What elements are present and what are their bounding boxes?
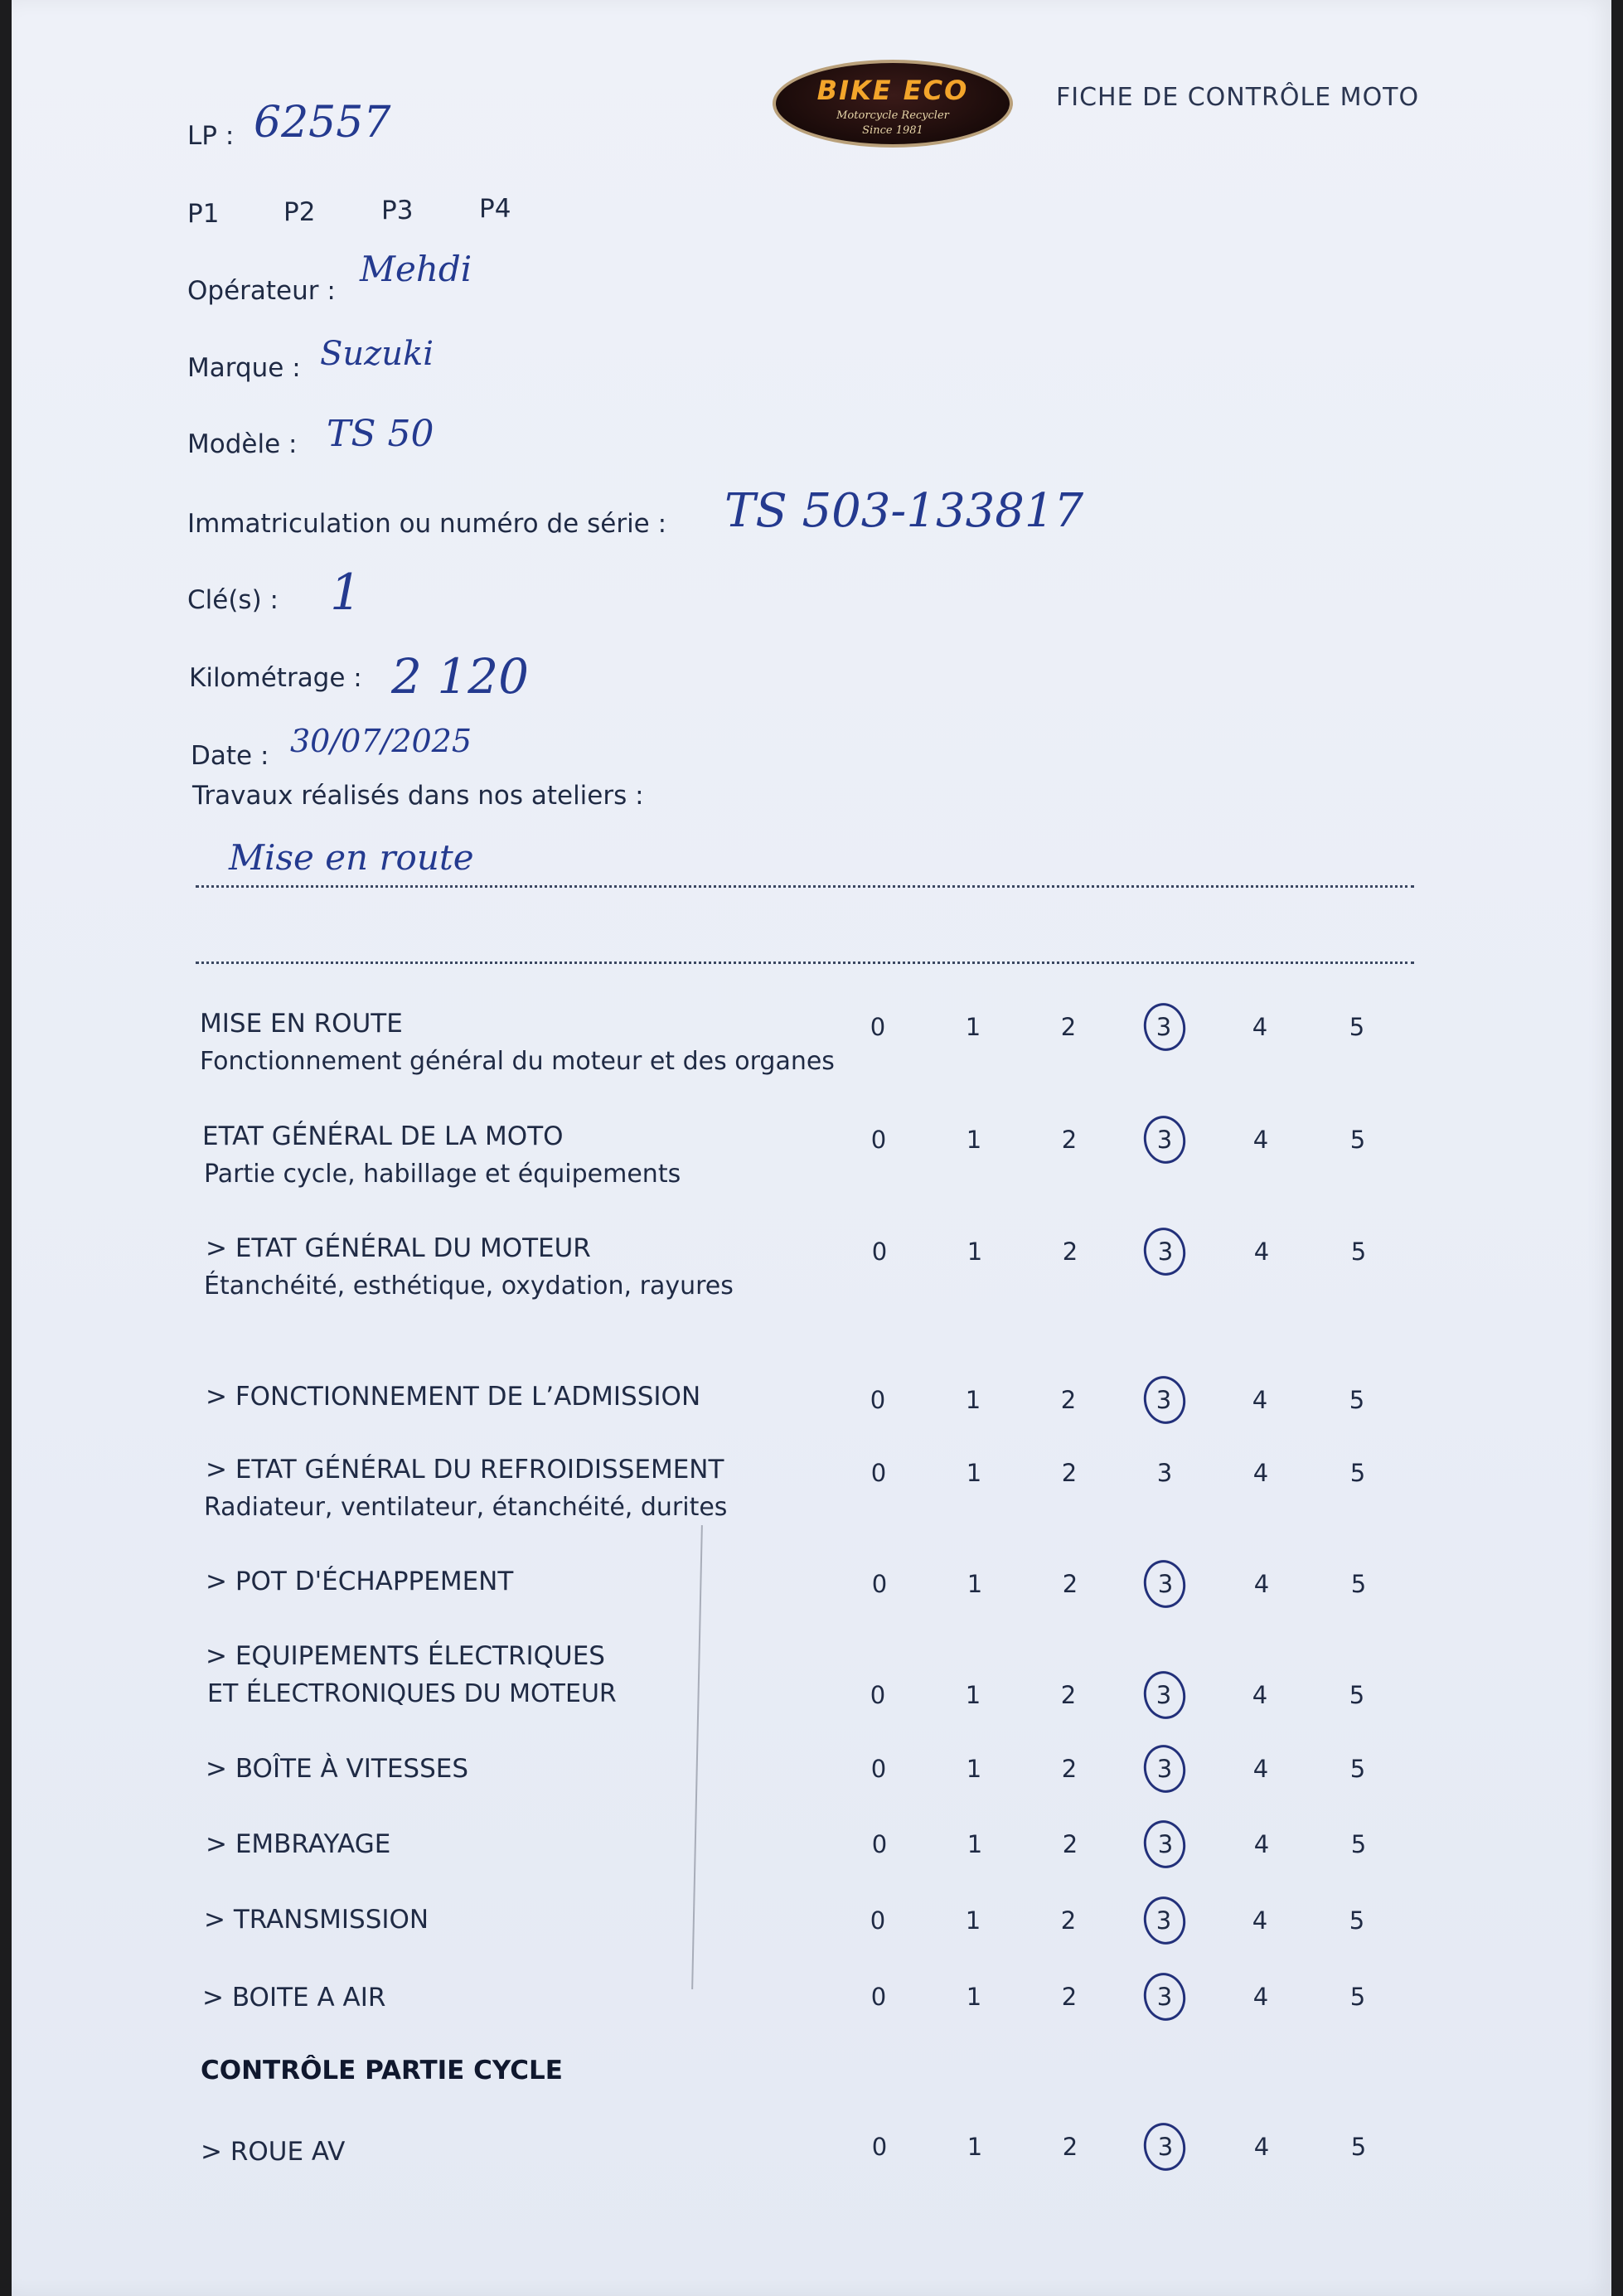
rating-option[interactable]: 4 [1253, 1238, 1270, 1266]
rating-circle-mark [1140, 1892, 1190, 1948]
position-p2[interactable]: P2 [283, 197, 316, 227]
position-p4[interactable]: P4 [479, 194, 511, 224]
rating-option[interactable]: 0 [870, 1459, 887, 1487]
rating-option[interactable]: 4 [1252, 1459, 1269, 1487]
rating-circle-mark [1140, 1969, 1190, 2024]
rating-option[interactable]: 2 [1062, 1238, 1078, 1266]
mileage-value[interactable]: 2 120 [391, 648, 530, 705]
check-title: > EQUIPEMENTS ÉLECTRIQUES [206, 1641, 605, 1671]
check-title: > FONCTIONNEMENT DE L’ADMISSION [206, 1382, 701, 1412]
rating-option[interactable]: 0 [870, 1681, 886, 1709]
rating-option[interactable]: 5 [1349, 1681, 1365, 1709]
rating-circle-mark [1140, 1667, 1190, 1722]
rating-option[interactable]: 3 [1155, 1013, 1172, 1041]
rating-option[interactable]: 3 [1156, 1755, 1173, 1783]
document-title: FICHE DE CONTRÔLE MOTO [1056, 83, 1420, 112]
rating-option[interactable]: 1 [967, 1830, 983, 1858]
rating-option[interactable]: 1 [965, 1681, 981, 1709]
rating-option[interactable]: 3 [1156, 1459, 1173, 1487]
check-title: > ROUE AV [201, 2137, 346, 2167]
fold-crease [691, 1525, 703, 1989]
rating-option[interactable]: 4 [1253, 1830, 1270, 1858]
rating-option[interactable]: 4 [1253, 1570, 1270, 1598]
rating-circle-mark [1140, 1556, 1190, 1611]
check-title: > ETAT GÉNÉRAL DU REFROIDISSEMENT [206, 1455, 724, 1485]
rating-option[interactable]: 2 [1061, 1983, 1078, 2011]
rating-option[interactable]: 2 [1062, 2133, 1078, 2161]
logo-tagline: Motorcycle Recycler [836, 109, 949, 122]
rating-option[interactable]: 0 [870, 1983, 887, 2011]
position-p1[interactable]: P1 [187, 199, 220, 229]
serial-value[interactable]: TS 503-133817 [724, 484, 1084, 538]
logo-since: Since 1981 [862, 124, 923, 137]
check-subtitle: Radiateur, ventilateur, étanchéité, durites [204, 1493, 728, 1522]
rating-option[interactable]: 5 [1349, 1126, 1366, 1154]
rating-option[interactable]: 1 [966, 1459, 982, 1487]
rating-option[interactable]: 5 [1349, 1906, 1365, 1935]
rating-option[interactable]: 3 [1157, 1238, 1174, 1266]
rating-option[interactable]: 5 [1349, 1013, 1365, 1041]
rating-option[interactable]: 3 [1155, 1386, 1172, 1414]
rating-option[interactable]: 0 [870, 1013, 886, 1041]
rating-circle-mark [1140, 1816, 1190, 1872]
check-title: > ETAT GÉNÉRAL DU MOTEUR [206, 1233, 591, 1263]
rating-circle-mark [1140, 1223, 1190, 1279]
rating-option[interactable]: 2 [1061, 1459, 1078, 1487]
check-title: > BOITE A AIR [202, 1983, 386, 2013]
rating-option[interactable]: 0 [871, 1570, 888, 1598]
check-title: ETAT GÉNÉRAL DE LA MOTO [202, 1121, 564, 1151]
check-title: MISE EN ROUTE [200, 1009, 403, 1039]
rating-option[interactable]: 1 [965, 1386, 981, 1414]
rating-option[interactable]: 1 [965, 1013, 981, 1041]
lp-label: LP : [187, 121, 235, 151]
rating-option[interactable]: 4 [1252, 1013, 1268, 1041]
date-label: Date : [191, 741, 269, 771]
rating-option[interactable]: 2 [1060, 1681, 1077, 1709]
rating-option[interactable]: 5 [1350, 1570, 1367, 1598]
rating-option[interactable]: 3 [1155, 1906, 1172, 1935]
rating-option[interactable]: 1 [966, 1126, 982, 1154]
rating-option[interactable]: 0 [870, 1755, 887, 1783]
works-line-2 [196, 962, 1414, 964]
brand-value[interactable]: Suzuki [320, 335, 434, 373]
lp-value[interactable]: 62557 [254, 98, 391, 148]
brand-label: Marque : [187, 353, 301, 383]
check-subtitle: Fonctionnement général du moteur et des organes [200, 1047, 835, 1076]
rating-option[interactable]: 3 [1155, 1681, 1172, 1709]
check-subtitle: ET ÉLECTRONIQUES DU MOTEUR [207, 1679, 617, 1708]
rating-option[interactable]: 0 [871, 2133, 888, 2161]
rating-option[interactable]: 5 [1349, 1755, 1366, 1783]
rating-option[interactable]: 1 [966, 1755, 982, 1783]
rating-option[interactable]: 2 [1061, 1755, 1078, 1783]
rating-option[interactable]: 1 [967, 2133, 983, 2161]
rating-option[interactable]: 5 [1350, 2133, 1367, 2161]
rating-option[interactable]: 4 [1252, 1906, 1268, 1935]
keys-value[interactable]: 1 [330, 564, 362, 622]
logo-brand-text: BIKE ECO [816, 75, 969, 106]
rating-option[interactable]: 4 [1252, 1126, 1269, 1154]
works-line-1 [196, 885, 1414, 888]
rating-option[interactable]: 3 [1157, 1830, 1174, 1858]
rating-option[interactable]: 4 [1252, 1386, 1268, 1414]
rating-option[interactable]: 5 [1350, 1830, 1367, 1858]
rating-option[interactable]: 4 [1252, 1681, 1268, 1709]
model-value[interactable]: TS 50 [327, 413, 434, 455]
operator-value[interactable]: Mehdi [360, 249, 472, 289]
check-title: > EMBRAYAGE [206, 1829, 391, 1859]
rating-option[interactable]: 2 [1060, 1013, 1077, 1041]
rating-option[interactable]: 1 [966, 1983, 982, 2011]
model-label: Modèle : [187, 429, 298, 459]
keys-label: Clé(s) : [187, 585, 279, 615]
rating-option[interactable]: 3 [1156, 1983, 1173, 2011]
rating-option[interactable]: 0 [871, 1238, 888, 1266]
rating-option[interactable]: 3 [1156, 1126, 1173, 1154]
date-value[interactable]: 30/07/2025 [290, 723, 472, 759]
rating-option[interactable]: 0 [870, 1386, 886, 1414]
rating-option[interactable]: 3 [1157, 2133, 1174, 2161]
rating-option[interactable]: 4 [1252, 1983, 1269, 2011]
rating-option[interactable]: 0 [870, 1126, 887, 1154]
rating-circle-mark [1140, 999, 1190, 1054]
bike-eco-logo [773, 60, 1013, 148]
serial-label: Immatriculation ou numéro de série : [187, 509, 667, 539]
rating-option[interactable]: 0 [870, 1906, 886, 1935]
rating-option[interactable]: 3 [1157, 1570, 1174, 1598]
operator-label: Opérateur : [187, 276, 336, 306]
rating-option[interactable]: 2 [1061, 1126, 1078, 1154]
rating-option[interactable]: 1 [965, 1906, 981, 1935]
rating-option[interactable]: 5 [1349, 1983, 1366, 2011]
rating-option[interactable]: 4 [1252, 1755, 1269, 1783]
rating-option[interactable]: 2 [1060, 1906, 1077, 1935]
position-p3[interactable]: P3 [381, 196, 414, 225]
rating-option[interactable]: 5 [1349, 1459, 1366, 1487]
rating-circle-mark [1140, 1112, 1190, 1167]
rating-option[interactable]: 2 [1062, 1830, 1078, 1858]
rating-option[interactable]: 5 [1349, 1386, 1365, 1414]
works-value[interactable]: Mise en route [229, 837, 474, 878]
rating-option[interactable]: 2 [1062, 1570, 1078, 1598]
check-title: > POT D'ÉCHAPPEMENT [206, 1567, 514, 1596]
rating-option[interactable]: 0 [871, 1830, 888, 1858]
mileage-label: Kilométrage : [189, 663, 362, 693]
rating-circle-mark [1140, 1372, 1190, 1427]
check-subtitle: Partie cycle, habillage et équipements [204, 1160, 681, 1189]
rating-option[interactable]: 4 [1253, 2133, 1270, 2161]
rating-circle-mark [1140, 1741, 1190, 1796]
check-title: > TRANSMISSION [204, 1905, 429, 1935]
works-label: Travaux réalisés dans nos ateliers : [192, 781, 644, 811]
control-sheet [12, 0, 1611, 2296]
check-title: > BOÎTE À VITESSES [206, 1754, 469, 1784]
section-heading-cycle: CONTRÔLE PARTIE CYCLE [201, 2056, 563, 2085]
rating-circle-mark [1140, 2119, 1190, 2174]
check-subtitle: Étanchéité, esthétique, oxydation, rayures [204, 1272, 734, 1301]
rating-option[interactable]: 1 [967, 1238, 983, 1266]
rating-option[interactable]: 5 [1350, 1238, 1367, 1266]
rating-option[interactable]: 1 [967, 1570, 983, 1598]
rating-option[interactable]: 2 [1060, 1386, 1077, 1414]
